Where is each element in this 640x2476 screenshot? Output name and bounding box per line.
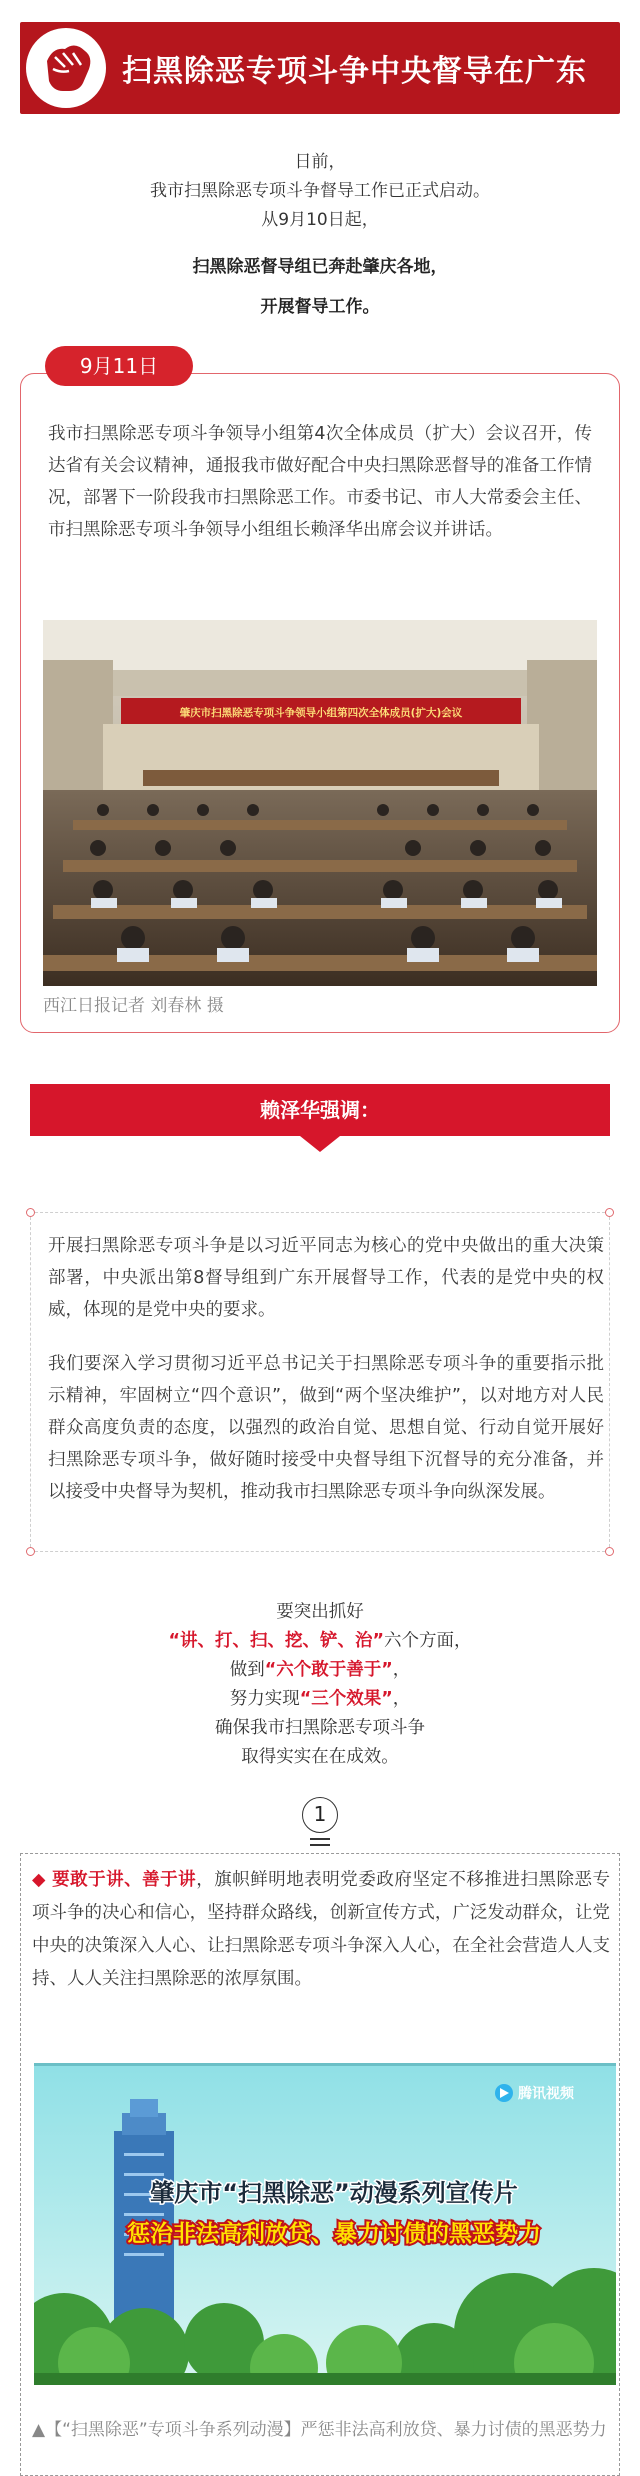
summary-text: ， [392,1660,411,1680]
photo-banner-text: 肇庆市扫黑除恶专项斗争领导小组第四次全体成员(扩大)会议 [179,707,463,719]
summary-line [40,1656,600,1685]
video-poster[interactable] [34,2063,616,2385]
speech-paragraph: 我们要深入学习贯彻习近平总书记关于扫黑除恶专项斗争的重要指示批示精神，牢固树立“四个意识”，做到“两个坚决维护”，以对地方对人民群众高度负责的态度，以强烈的政治自觉、思想自觉、行动自觉开展好扫黑除恶专项斗争，做好随时接受中央督导组下沉督导的充分准备，并以接受中央督导为契机，推动我市扫黑除恶专项斗争向纵深发展。 [48,1354,604,1502]
intro-emphasis: 开展督导工作。 [260,297,380,317]
summary-line [40,1627,600,1656]
diamond-bullet-icon: ◆ [32,1870,46,1890]
point-number-badge: 1 [302,1797,338,1833]
summary-highlight: “三个效果” [299,1689,393,1709]
banner-title: 扫黑除恶专项斗争中央督导在广东 [122,54,587,89]
intro-line: 从9月10日起， [261,210,379,230]
fist-icon [26,28,106,108]
corner-dot [26,1208,35,1217]
badge-underline [310,1838,330,1840]
intro-block [40,148,600,327]
summary-block [40,1598,600,1772]
corner-dot [605,1547,614,1556]
summary-highlight: “六个敢于善于” [264,1660,393,1680]
summary-text: 努力实现 [229,1689,300,1709]
video-platform-logo: 腾讯视频 [518,2086,574,2102]
section-heading: 赖泽华强调： [30,1084,610,1136]
corner-dot [26,1547,35,1556]
header-banner [20,22,620,114]
summary-line: 取得实实在在成效。 [241,1747,399,1767]
poster-title: 肇庆市“扫黑除恶”动漫系列宣传片 [150,2179,518,2207]
summary-text: 六个方面， [384,1631,472,1651]
point-text [32,1864,610,1996]
intro-line: 日前， [294,152,346,172]
badge-underline [310,1844,330,1846]
intro-line: 我市扫黑除恶专项斗争督导工作已正式启动。 [150,181,490,201]
poster-subtitle: 惩治非法高利放贷、暴力讨债的黑恶势力 [127,2221,541,2247]
summary-line: 确保我市扫黑除恶专项斗争 [215,1718,425,1738]
summary-text: ， [392,1689,411,1709]
meeting-photo [43,620,597,986]
intro-emphasis: 扫黑除恶督导组已奔赴肇庆各地， [192,257,448,277]
summary-highlight: “讲、打、扫、挖、铲、治” [168,1631,384,1651]
speech-paragraph: 开展扫黑除恶专项斗争是以习近平同志为核心的党中央做出的重大决策部署，中央派出第8督导组到广东开展督导工作，代表的是党中央的权威，体现的是党中央的要求。 [48,1236,604,1320]
summary-line: 要突出抓好 [276,1602,364,1622]
poster-caption: ▲【“扫黑除恶”专项斗争系列动漫】严惩非法高利放贷、暴力讨债的黑恶势力 [32,2420,607,2440]
summary-text: 做到 [229,1660,265,1680]
speech-text [48,1230,604,1508]
corner-dot [605,1208,614,1217]
heading-pointer [300,1136,340,1152]
photo-caption: 西江日报记者 刘春林 摄 [43,996,224,1016]
news-body: 我市扫黑除恶专项斗争领导小组第4次全体成员（扩大）会议召开，传达省有关会议精神，通报我市做好配合中央扫黑除恶督导的准备工作情况，部署下一阶段我市扫黑除恶工作。市委书记、市人大常委会主任、市扫黑除恶专项斗争领导小组组长赖泽华出席会议并讲话。 [48,424,592,540]
point-lead: 要敢于讲、善于讲 [52,1870,197,1890]
date-tag: 9月11日 [45,346,193,386]
point-body: ，旗帜鲜明地表明党委政府坚定不移推进扫黑除恶专项斗争的决心和信心，坚持群众路线，创新宣传方式，广泛发动群众，让党中央的决策深入人心、让扫黑除恶专项斗争深入人心，在全社会营造人人支持、人人关注扫黑除恶的浓厚氛围。 [32,1870,610,1989]
summary-line [40,1685,600,1714]
